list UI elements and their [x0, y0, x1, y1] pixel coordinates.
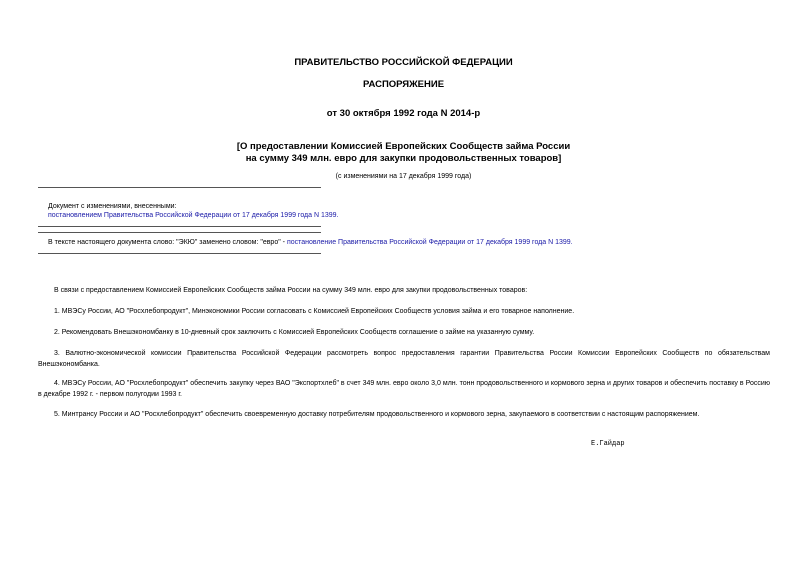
replacement-note — [48, 237, 573, 248]
replacement-text: В тексте настоящего документа слово: "ЭКЮ" заменено словом: "евро" - — [48, 239, 287, 246]
government-heading: ПРАВИТЕЛЬСТВО РОССИЙСКОЙ ФЕДЕРАЦИИ — [294, 57, 513, 68]
divider — [38, 232, 321, 233]
clause-3: 3. Валютно-экономической комиссии Правительства Российской Федерации рассмотреть вопрос предоставления гарантии Правительства России Комиссии Европейских Сообществ по обязательствам Внешэкономбанка. — [38, 350, 770, 368]
signature: Е.Гайдар — [591, 440, 625, 448]
title-line-1: [О предоставлении Комиссией Европейских Сообществ займа России — [236, 141, 571, 152]
changes-intro: Документ с изменениями, внесенными: — [48, 203, 177, 210]
document-type: РАСПОРЯЖЕНИЕ — [362, 79, 445, 90]
clause-1: 1. МВЭСу России, АО "Росхлебопродукт", Минэкономики России согласовать с Комиссией Европейских Сообществ условия займа и его товарное наполнение. — [54, 308, 575, 315]
replacement-link[interactable]: постановление Правительства Российской Федерации от 17 декабря 1999 года N 1399. — [286, 239, 573, 246]
date-number: от 30 октября 1992 года N 2014-р — [326, 108, 481, 119]
revision-note: (с изменениями на 17 декабря 1999 года) — [335, 173, 472, 180]
clause-5: 5. Минтрансу России и АО "Росхлебопродукт" обеспечить своевременную доставку потребителям продовольственного и кормового зерна, закупаемого в соответствии с настоящим распоряжением. — [54, 411, 700, 418]
divider — [38, 226, 321, 227]
divider — [38, 253, 321, 254]
clause-2: 2. Рекомендовать Внешэкономбанку в 10-дневный срок заключить с Комиссией Европейских Сообществ соглашение о займе на указанную сумму. — [54, 329, 535, 336]
clause-4: 4. МВЭСу России, АО "Росхлебопродукт" обеспечить закупку через ВАО "Экспортхлеб" в счет 349 млн. евро около 3,0 млн. тонн продовольственного и кормового зерна и других товаров и обеспечить поставку в Россию в декабре 1992 г. - первом полугодии 1993 г. — [38, 380, 770, 398]
intro-paragraph: В связи с предоставлением Комиссией Европейских Сообществ займа России на сумму 349 млн. евро для закупки продовольственных товаров: — [54, 287, 528, 294]
changes-link[interactable]: постановлением Правительства Российской Федерации от 17 декабря 1999 года N 1399. — [48, 212, 339, 219]
title-line-2: на сумму 349 млн. евро для закупки продовольственных товаров] — [245, 153, 562, 164]
divider — [38, 187, 321, 188]
